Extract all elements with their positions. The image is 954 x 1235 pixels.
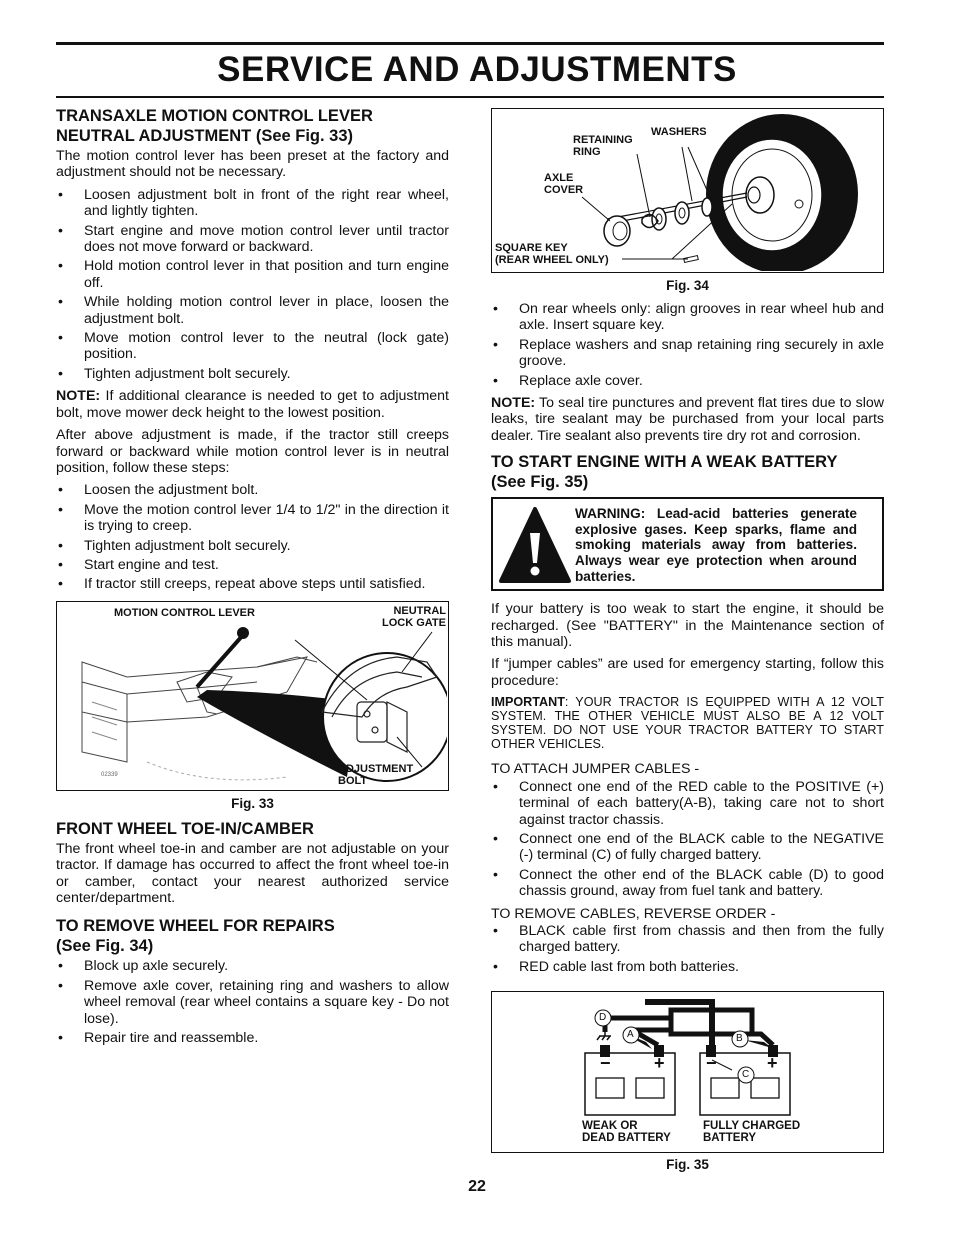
list-item: • BLACK cable first from chassis and then from the fully charged battery.	[491, 923, 884, 956]
creep-steps	[56, 482, 449, 592]
motion-control-lever-illustration	[57, 602, 447, 789]
list-item: • Replace washers and snap retaining ring securely in axle groove.	[491, 337, 884, 370]
minus-sign-full: −	[706, 1053, 717, 1073]
plus-sign-full: +	[767, 1053, 778, 1073]
label-weak-battery: WEAK OR DEAD BATTERY	[582, 1120, 671, 1144]
title-rule	[56, 96, 884, 98]
list-item: • While holding motion control lever in place, loosen the adjustment bolt.	[56, 294, 449, 327]
label-adjustment-bolt: ADJUSTMENT BOLT	[338, 762, 414, 787]
label-charged-battery: FULLY CHARGED BATTERY	[703, 1120, 801, 1144]
list-item: • Connect one end of the RED cable to the POSITIVE (+) terminal of each battery(A-B), taking care not to short against tractor chassis.	[491, 779, 884, 828]
list-item: • Replace axle cover.	[491, 373, 884, 389]
label-motion-control-lever: MOTION CONTROL LEVER	[114, 606, 255, 619]
list-item: • On rear wheels only: align grooves in rear wheel hub and axle. Insert square key.	[491, 301, 884, 334]
attach-steps	[491, 779, 884, 900]
plus-sign-weak: +	[654, 1053, 665, 1073]
label-washers: WASHERS	[651, 126, 707, 138]
section-heading-front-wheel: FRONT WHEEL TOE-IN/CAMBER	[56, 819, 314, 838]
list-item: • Hold motion control lever in that position and turn engine off.	[56, 258, 449, 291]
list-item: • Move motion control lever to the neutral (lock gate) position.	[56, 330, 449, 363]
list-item: • RED cable last from both batteries.	[491, 959, 884, 975]
figure-34-caption: Fig. 34	[666, 278, 709, 293]
front-wheel-text: The front wheel toe-in and camber are not adjustable on your tractor. If damage has occurred to affect the front wheel toe-in or camber, contact your nearest authorized service center/department.	[56, 840, 449, 906]
transaxle-after: After above adjustment is made, if the tractor still creeps forward or backward while motion control lever is in neutral position, follow these steps:	[56, 427, 449, 476]
label-b: B	[736, 1033, 743, 1044]
figure-34	[491, 108, 884, 273]
warning-box	[491, 497, 884, 591]
list-item: • Connect the other end of the BLACK cable (D) to good chassis ground, away from fuel tank and battery.	[491, 867, 884, 900]
figure-35-caption: Fig. 35	[666, 1157, 709, 1172]
list-item: • Loosen the adjustment bolt.	[56, 482, 449, 498]
tire-sealant-note: NOTE: To seal tire punctures and prevent flat tires due to slow leaks, tire sealant may be purchased from your local parts dealer. Tire sealant also prevents tire dry rot and corrosion.	[491, 395, 884, 444]
transaxle-intro: The motion control lever has been preset at the factory and adjustment should not be necessary.	[56, 148, 449, 181]
label-square-key: SQUARE KEY (REAR WHEEL ONLY)	[495, 242, 609, 266]
label-axle-cover: AXLE COVER	[544, 172, 584, 196]
top-rule	[56, 42, 884, 45]
list-item: • Tighten adjustment bolt securely.	[56, 538, 449, 554]
label-d: D	[599, 1012, 607, 1023]
right-column	[491, 108, 884, 1172]
figure-33	[56, 601, 449, 791]
label-neutral-lock-gate: NEUTRAL LOCK GATE	[382, 604, 446, 629]
reassembly-steps	[491, 301, 884, 389]
minus-sign-weak: −	[600, 1053, 611, 1073]
attach-heading: TO ATTACH JUMPER CABLES -	[491, 761, 700, 778]
warning-text: WARNING: Lead-acid batteries generate explosive gases. Keep sparks, flame and smoking materials away from batteries. Always wear eye protection when around batteries.	[575, 506, 857, 584]
figure-code: 02339	[101, 771, 118, 778]
important-notice: IMPORTANT: YOUR TRACTOR IS EQUIPPED WITH A 12 VOLT SYSTEM. THE OTHER VEHICLE MUST ALSO BE A 12 VOLT SYSTEM. DO NOT USE YOUR TRACTOR BATTERY TO START OTHER VEHICLES.	[491, 695, 884, 752]
list-item: • Start engine and test.	[56, 557, 449, 573]
list-item: • Block up axle securely.	[56, 958, 449, 974]
list-item: • Connect one end of the BLACK cable to the NEGATIVE (-) terminal (C) of fully charged battery.	[491, 831, 884, 864]
list-item: • Tighten adjustment bolt securely.	[56, 366, 449, 382]
weak-battery-p1: If your battery is too weak to start the engine, it should be recharged. (See "BATTERY" in the Maintenance section of this manual).	[491, 601, 884, 651]
figure-33-caption: Fig. 33	[231, 795, 274, 811]
transaxle-steps	[56, 187, 449, 382]
remove-wheel-steps	[56, 958, 449, 1046]
jumper-cable-diagram	[492, 992, 882, 1151]
transaxle-note: NOTE: If additional clearance is needed to get to adjustment bolt, move mower deck height to the lowest position.	[56, 388, 449, 421]
list-item: • Repair tire and reassemble.	[56, 1030, 449, 1046]
list-item: • Move the motion control lever 1/4 to 1/2" in the direction it is trying to creep.	[56, 502, 449, 535]
label-retaining-ring: RETAINING RING	[573, 134, 633, 158]
list-item: • Loosen adjustment bolt in front of the right rear wheel, and lightly tighten.	[56, 187, 449, 220]
page-number: 22	[468, 1178, 486, 1195]
left-column	[56, 106, 449, 1052]
weak-battery-p2: If “jumper cables” are used for emergency starting, follow this procedure:	[491, 656, 884, 689]
label-a: A	[627, 1029, 634, 1040]
remove-heading: TO REMOVE CABLES, REVERSE ORDER -	[491, 905, 776, 922]
page-title: SERVICE AND ADJUSTMENTS	[217, 50, 737, 89]
list-item: • If tractor still creeps, repeat above steps until satisfied.	[56, 576, 449, 592]
section-heading-transaxle: TRANSAXLE MOTION CONTROL LEVER NEUTRAL ADJUSTMENT (See Fig. 33)	[56, 107, 373, 145]
section-heading-remove-wheel: TO REMOVE WHEEL FOR REPAIRS (See Fig. 34)	[56, 917, 335, 956]
warning-icon	[499, 505, 571, 585]
list-item: • Start engine and move motion control lever until tractor does not move forward or backward.	[56, 223, 449, 256]
remove-steps	[491, 923, 884, 975]
section-heading-weak-battery: TO START ENGINE WITH A WEAK BATTERY (See Fig. 35)	[491, 453, 838, 492]
figure-35	[491, 991, 884, 1153]
list-item: • Remove axle cover, retaining ring and washers to allow wheel removal (rear wheel contains a square key - Do not lose).	[56, 978, 449, 1027]
label-c: C	[742, 1069, 750, 1080]
